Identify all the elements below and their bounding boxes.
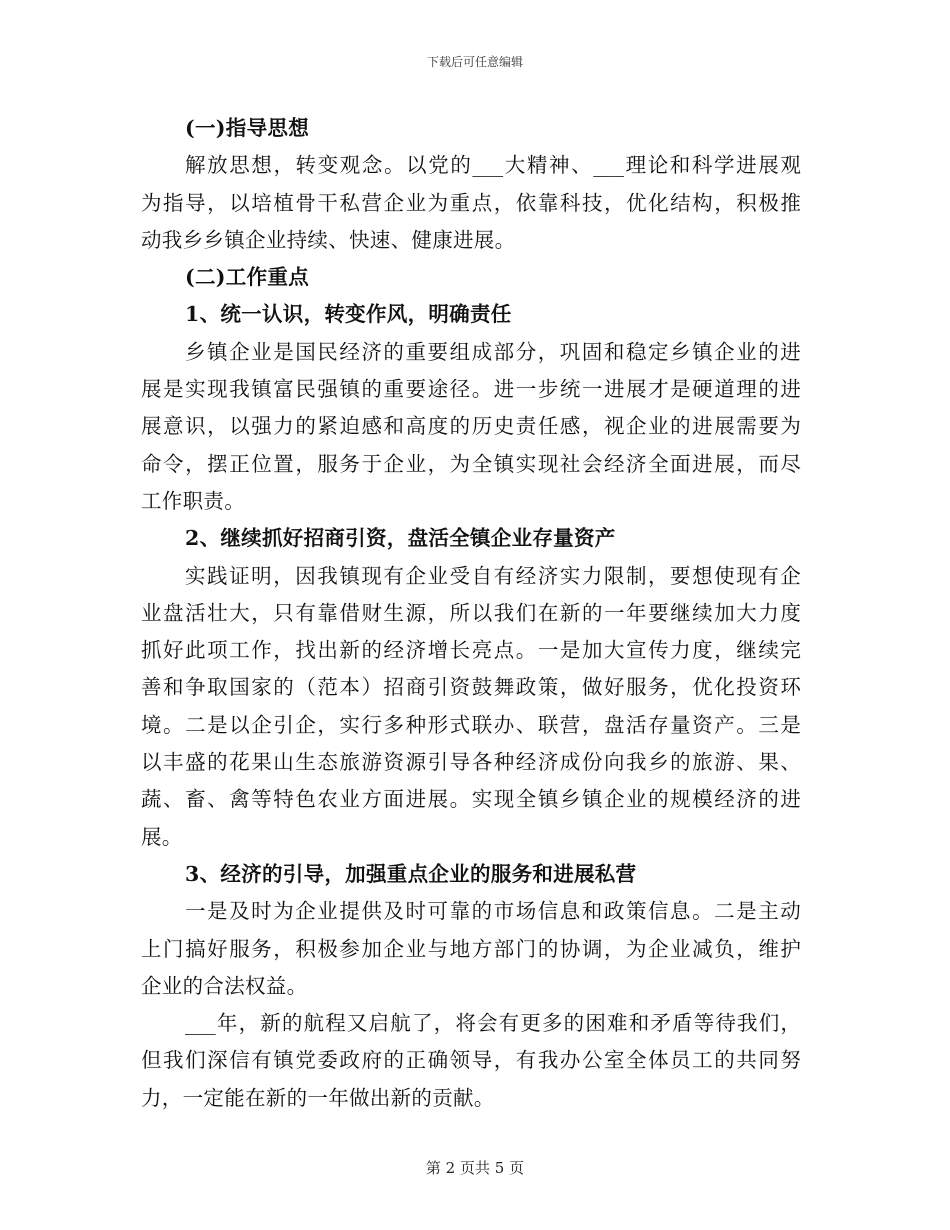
section-heading: (二)工作重点 bbox=[185, 265, 309, 290]
paragraph-line: 上 门 搞 好 服 务 ， 积 极 参 加 企 业 与 地 方 部 门 的 协 调 ， 为 企 业 减 负 ， 维 护 bbox=[141, 936, 801, 961]
paragraph-line: 抓 好 此 项 工 作 ， 找 出 新 的 经 济 增 长 亮 点 。 一 是 加 大 宣 传 力 度 ， 继 续 完 bbox=[141, 638, 801, 663]
paragraph-line: 展 意 识 ， 以 强 力 的 紧 迫 感 和 高 度 的 历 史 责 任 感 ， 视 企 业 的 进 展 需 要 为 bbox=[141, 414, 801, 439]
paragraph-line: 以 丰 盛 的 花 果 山 生 态 旅 游 资 源 引 导 各 种 经 济 成 份 向 我 乡 的 旅 游 、 果 、 bbox=[141, 750, 801, 775]
paragraph-line: 展 是 实 现 我 镇 富 民 强 镇 的 重 要 途 径 。 进 一 步 统 一 进 展 才 是 硬 道 理 的 进 bbox=[141, 377, 801, 402]
paragraph-line: 一 是 及 时 为 企 业 提 供 及 时 可 靠 的 市 场 信 息 和 政 策 信 息 。 二 是 主 动 bbox=[185, 899, 801, 924]
paragraph-line: 解 放 思 想 ， 转 变 观 念 。 以 党 的 ___ 大 精 神 、 ___ 理 论 和 科 学 进 展 观 bbox=[185, 153, 801, 178]
document-body bbox=[141, 110, 801, 1117]
paragraph-line: 展。 bbox=[141, 824, 183, 849]
paragraph-line: 动我乡乡镇企业持续、快速、健康进展。 bbox=[141, 227, 516, 252]
section-heading: 2、继续抓好招商引资，盘活全镇企业存量资产 bbox=[185, 526, 616, 551]
paragraph-line: 但 我 们 深 信 有 镇 党 委 政 府 的 正 确 领 导 ， 有 我 办 公 室 全 体 员 工 的 共 同 努 bbox=[141, 1048, 801, 1073]
paragraph-line: 为 指 导 ， 以 培 植 骨 干 私 营 企 业 为 重 点 ， 依 靠 科 技 ， 优 化 结 构 ， 积 极 推 bbox=[141, 190, 801, 215]
section-heading: (一)指导思想 bbox=[185, 116, 309, 140]
paragraph-line: 善 和 争 取 国 家 的 （ 范 本 ） 招 商 引 资 鼓 舞 政 策 ， 做 好 服 务 ， 优 化 投 资 环 bbox=[141, 675, 801, 700]
paragraph-line: 业 盘 活 壮 大 ， 只 有 靠 借 财 生 源 ， 所 以 我 们 在 新 的 一 年 要 继 续 加 大 力 度 bbox=[141, 600, 801, 625]
paragraph-line: ___ 年 ， 新 的 航 程 又 启 航 了 ， 将 会 有 更 多 的 困 难 和 矛 盾 等 待 我 们 ， bbox=[185, 1011, 801, 1036]
paragraph-line: 命 令 ， 摆 正 位 置 ， 服 务 于 企 业 ， 为 全 镇 实 现 社 会 经 济 全 面 进 展 ， 而 尽 bbox=[141, 451, 801, 476]
paragraph-line: 力，一定能在新的一年做出新的贡献。 bbox=[141, 1085, 495, 1110]
section-heading: 3、经济的引导，加强重点企业的服务和进展私营 bbox=[185, 861, 637, 886]
paragraph-line: 实 践 证 明 ， 因 我 镇 现 有 企 业 受 自 有 经 济 实 力 限 制 ， 要 想 使 现 有 企 bbox=[185, 563, 801, 588]
section-heading: 1、统一认识，转变作风，明确责任 bbox=[185, 302, 512, 327]
paragraph-line: 企业的合法权益。 bbox=[141, 973, 308, 998]
paragraph-line: 工作职责。 bbox=[141, 488, 245, 513]
paragraph-line: 蔬 、 畜 、 禽 等 特 色 农 业 方 面 进 展 。 实 现 全 镇 乡 镇 企 业 的 规 模 经 济 的 进 bbox=[141, 787, 801, 812]
page-header: 下载后可任意编辑 bbox=[426, 55, 523, 69]
paragraph-line: 境 。 二 是 以 企 引 企 ， 实 行 多 种 形 式 联 办 、 联 营 ， 盘 活 存 量 资 产 。 三 是 bbox=[141, 712, 801, 737]
paragraph-line: 乡 镇 企 业 是 国 民 经 济 的 重 要 组 成 部 分 ， 巩 固 和 稳 定 乡 镇 企 业 的 进 bbox=[185, 339, 801, 364]
page-number: 第 2 页共 5 页 bbox=[425, 1159, 525, 1177]
